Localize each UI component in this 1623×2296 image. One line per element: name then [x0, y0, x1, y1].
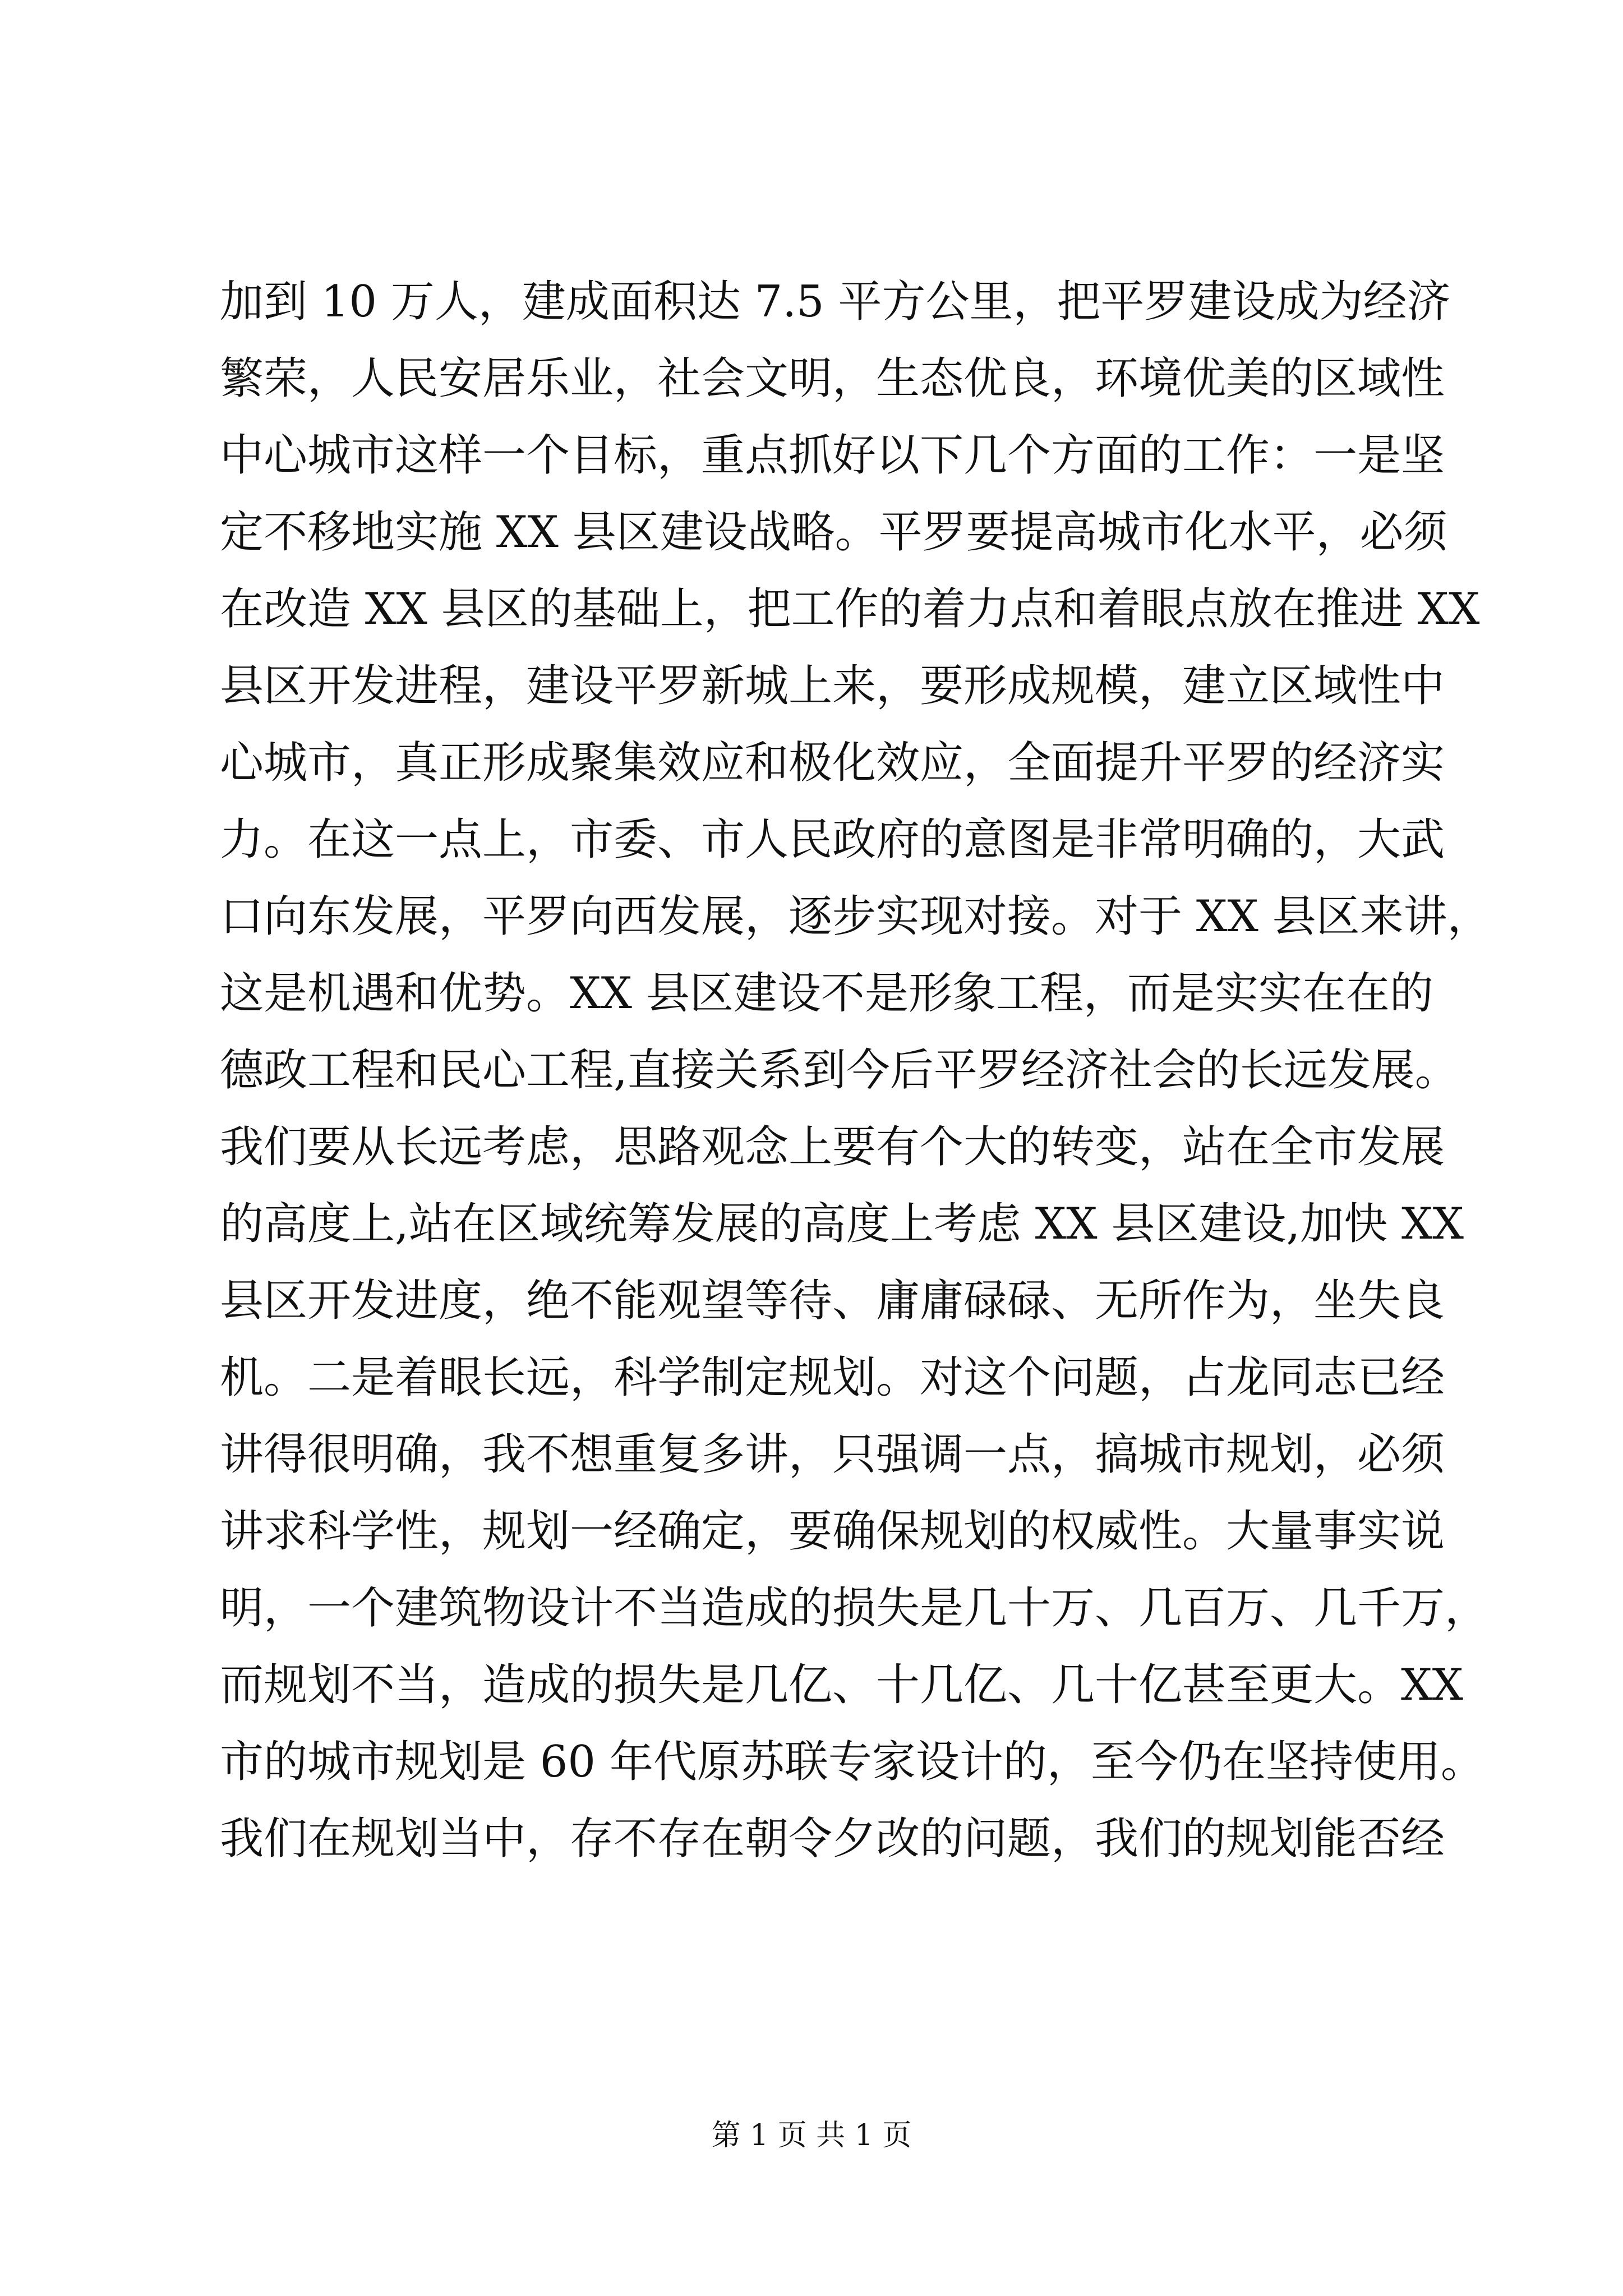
text-line: 市的城市规划是 60 年代原苏联专家设计的，至今仍在坚持使用。 — [220, 1737, 1484, 1787]
text-line: 我们要从长远考虑，思路观念上要有个大的转变，站在全市发展 — [220, 1122, 1445, 1172]
text-line: 在改造 XX 县区的基础上，把工作的着力点和着眼点放在推进 XX — [220, 584, 1480, 634]
text-line: 机。二是着眼长远，科学制定规划。对这个问题，占龙同志已经 — [220, 1352, 1445, 1403]
text-line: 的高度上,站在区域统筹发展的高度上考虑 XX 县区建设,加快 XX — [220, 1199, 1464, 1249]
text-line: 力。在这一点上，市委、市人民政府的意图是非常明确的，大武 — [220, 815, 1445, 865]
text-line: 口向东发展，平罗向西发展，逐步实现对接。对于 XX 县区来讲， — [220, 891, 1491, 942]
text-line: 加到 10 万人，建成面积达 7.5 平方公里，把平罗建设成为经济 — [220, 277, 1451, 327]
text-line: 德政工程和民心工程,直接关系到今后平罗经济社会的长远发展。 — [220, 1045, 1459, 1096]
text-line: 县区开发进度，绝不能观望等待、庸庸碌碌、无所作为，坐失良 — [220, 1276, 1445, 1326]
text-line: 中心城市这样一个目标，重点抓好以下几个方面的工作：一是坚 — [220, 430, 1445, 481]
text-line: 我们在规划当中，存不存在朝令夕改的问题，我们的规划能否经 — [220, 1814, 1445, 1864]
text-line: 心城市，真正形成聚集效应和极化效应，全面提升平罗的经济实 — [220, 738, 1445, 788]
text-line: 繁荣，人民安居乐业，社会文明，生态优良，环境优美的区域性 — [220, 353, 1445, 404]
text-line: 这是机遇和优势。XX 县区建设不是形象工程，而是实实在在的 — [220, 968, 1433, 1019]
text-line: 定不移地实施 XX 县区建设战略。平罗要提高城市化水平，必须 — [220, 507, 1447, 558]
body-text — [220, 264, 1491, 1878]
text-line: 讲得很明确，我不想重复多讲，只强调一点，搞城市规划，必须 — [220, 1429, 1445, 1480]
text-line: 而规划不当，造成的损失是几亿、十几亿、几十亿甚至更大。XX — [220, 1660, 1464, 1710]
text-line: 明，一个建筑物设计不当造成的损失是几十万、几百万、几千万， — [220, 1583, 1489, 1634]
text-line: 讲求科学性，规划一经确定，要确保规划的权威性。大量事实说 — [220, 1506, 1445, 1557]
text-line: 县区开发进程，建设平罗新城上来，要形成规模，建立区域性中 — [220, 661, 1445, 711]
page-footer: 第 1 页 共 1 页 — [711, 2119, 912, 2152]
